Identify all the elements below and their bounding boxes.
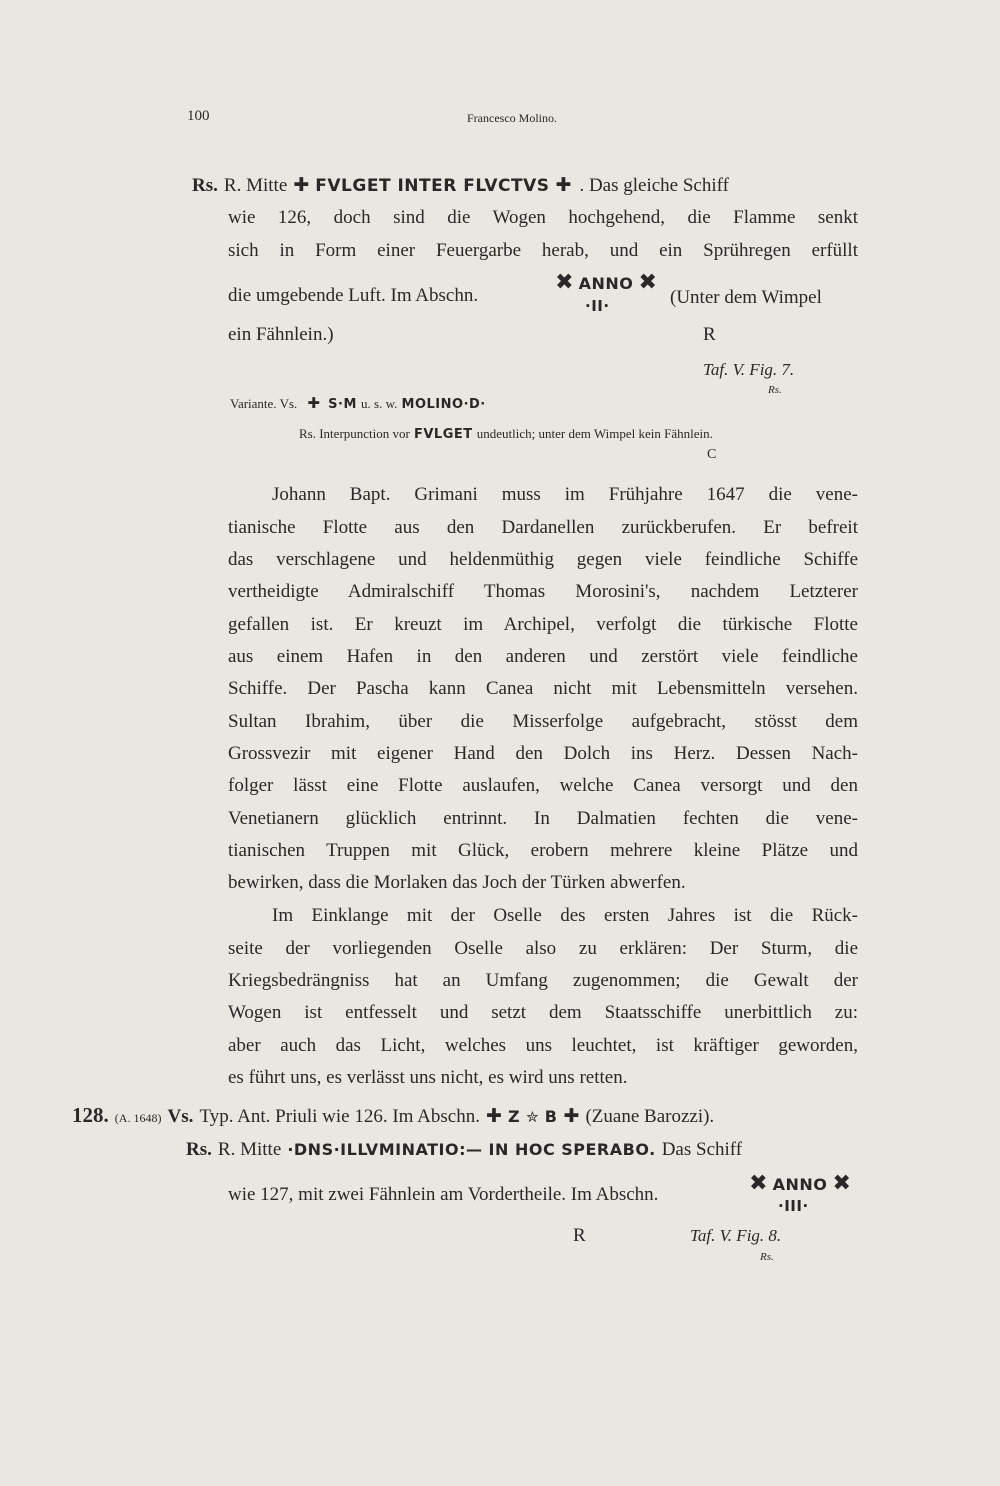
- rs-label: Rs.: [186, 1139, 212, 1160]
- anno-block: [546, 270, 666, 295]
- saltire-icon: ✖: [638, 270, 657, 295]
- entry128-vs-line: [72, 1103, 714, 1128]
- variant-rs-line: [299, 426, 713, 442]
- legend-z: Z: [507, 1107, 521, 1126]
- paragraph1-line: Sultan Ibrahim, über die Misserfolge aufgebracht, stösst dem: [228, 711, 858, 732]
- paragraph1-line: tianischen Truppen mit Glück, erobern mehrere kleine Plätze und: [228, 840, 858, 861]
- rarity-127: R: [703, 324, 716, 345]
- rs-label: Rs.: [192, 175, 218, 196]
- paragraph1-line: Grossvezir mit eigener Hand den Dolch ins Herz. Dessen Nach-: [228, 743, 858, 764]
- entry127-line2: wie 126, doch sind die Wogen hochgehend, die Flamme senkt: [228, 207, 858, 228]
- paragraph2-line: Im Einklange mit der Oselle des ersten Jahres ist die Rück-: [272, 905, 858, 926]
- rarity-128: R: [573, 1225, 586, 1246]
- page-number: 100: [187, 108, 210, 124]
- saltire-icon: ✖: [555, 270, 574, 295]
- cross-icon: ✚: [307, 394, 320, 412]
- plate-ref-128: Taf. V. Fig. 8.: [690, 1226, 782, 1245]
- entry127-line4b: (Unter dem Wimpel: [670, 287, 822, 308]
- variant-line: [230, 394, 486, 412]
- rs-text-cont: . Das gleiche Schiff: [579, 175, 729, 196]
- paragraph1-line: Venetianern glücklich entrinnt. In Dalmatien fechten die vene-: [228, 808, 858, 829]
- entry127-line5: ein Fähnlein.): [228, 324, 334, 345]
- anno-block-128: [740, 1171, 860, 1196]
- paragraph1-line: tianische Flotte aus den Dardanellen zurückberufen. Er befreit: [228, 517, 858, 538]
- cross-icon: ✚: [293, 174, 310, 196]
- running-title: Francesco Molino.: [467, 111, 557, 125]
- variant-rs-text-a: Rs. Interpunction vor: [299, 426, 410, 441]
- variant-legend-b: MOLINO·D·: [401, 397, 486, 412]
- legend-illvminatio: ·DNS·ILLVMINATIO:— IN HOC SPERABO.: [287, 1140, 656, 1159]
- anno-number-128: ·III·: [778, 1197, 809, 1215]
- variant-rs-text-b: undeutlich; unter dem Wimpel kein Fähnlein.: [476, 426, 713, 441]
- paragraph2-line: aber auch das Licht, welches uns leuchtet, ist kräftiger geworden,: [228, 1035, 858, 1056]
- plate-ref-127: Taf. V. Fig. 7.: [703, 360, 795, 379]
- anno-label: ANNO: [772, 1175, 828, 1194]
- entry127-rs-line1: [192, 174, 729, 197]
- variant-rs-legend: FVLGET: [413, 427, 473, 442]
- plate-side-128: Rs.: [760, 1251, 774, 1263]
- rs-text: R. Mitte: [217, 1139, 282, 1160]
- cross-icon: ✚: [563, 1105, 580, 1127]
- paragraph2-line: seite der vorliegenden Oselle also zu erklären: Der Sturm, die: [228, 938, 858, 959]
- paragraph1-line: folger lässt eine Flotte auslaufen, welche Canea versorgt und den: [228, 775, 858, 796]
- paragraph1-line: Johann Bapt. Grimani muss im Frühjahre 1647 die vene-: [272, 484, 858, 505]
- legend-fulget: FVLGET INTER FLVCTVS: [315, 176, 550, 196]
- paragraph1-line: Schiffe. Der Pascha kann Canea nicht mit Lebensmitteln versehen.: [228, 678, 858, 699]
- cross-icon: ✚: [486, 1105, 502, 1127]
- entry-number: 128.: [72, 1103, 109, 1127]
- rs-text2: Das Schiff: [661, 1139, 743, 1160]
- entry-year: (A. 1648): [114, 1111, 162, 1125]
- vs-text: Typ. Ant. Priuli wie 126. Im Abschn.: [199, 1106, 480, 1127]
- saltire-icon: ✖: [749, 1171, 768, 1196]
- entry127-line3: sich in Form einer Feuergarbe herab, und ein Sprühregen erfüllt: [228, 240, 858, 261]
- paragraph1-line: gefallen ist. Er kreuzt im Archipel, verfolgt die türkische Flotte: [228, 614, 858, 635]
- vs-label: Vs.: [167, 1106, 194, 1127]
- paragraph1-line: bewirken, dass die Morlaken das Joch der Türken abwerfen.: [228, 872, 686, 893]
- variant-text-mid: u. s. w.: [361, 396, 398, 411]
- vs-note: (Zuane Barozzi).: [585, 1106, 715, 1127]
- entry127-line4a: die umgebende Luft. Im Abschn.: [228, 285, 479, 306]
- star-icon: ✮: [526, 1110, 539, 1126]
- cross-icon: ✚: [555, 174, 572, 196]
- rarity-variant: C: [707, 447, 717, 462]
- variant-legend-a: S·M: [328, 397, 357, 412]
- rs-text: R. Mitte: [223, 175, 288, 196]
- saltire-icon: ✖: [832, 1171, 851, 1196]
- paragraph2-line: Kriegsbedrängniss hat an Umfang zugenommen; die Gewalt der: [228, 970, 858, 991]
- entry128-line2: wie 127, mit zwei Fähnlein am Vordertheile. Im Abschn.: [228, 1184, 659, 1205]
- anno-number: ·II·: [585, 297, 610, 315]
- plate-side-127: Rs.: [768, 384, 782, 396]
- entry128-rs-line: [186, 1138, 742, 1161]
- variant-label: Variante. Vs.: [230, 396, 298, 411]
- paragraph1-line: aus einem Hafen in den anderen und zerstört viele feindliche: [228, 646, 858, 667]
- paragraph2-line: es führt uns, es verlässt uns nicht, es wird uns retten.: [228, 1067, 628, 1088]
- anno-label: ANNO: [578, 274, 634, 293]
- paragraph2-line: Wogen ist entfesselt und setzt dem Staatsschiffe unerbittlich zu:: [228, 1002, 858, 1023]
- legend-b: B: [544, 1107, 558, 1126]
- paragraph1-line: vertheidigte Admiralschiff Thomas Morosini's, nachdem Letzterer: [228, 581, 858, 602]
- paragraph1-line: das verschlagene und heldenmüthig gegen viele feindliche Schiffe: [228, 549, 858, 570]
